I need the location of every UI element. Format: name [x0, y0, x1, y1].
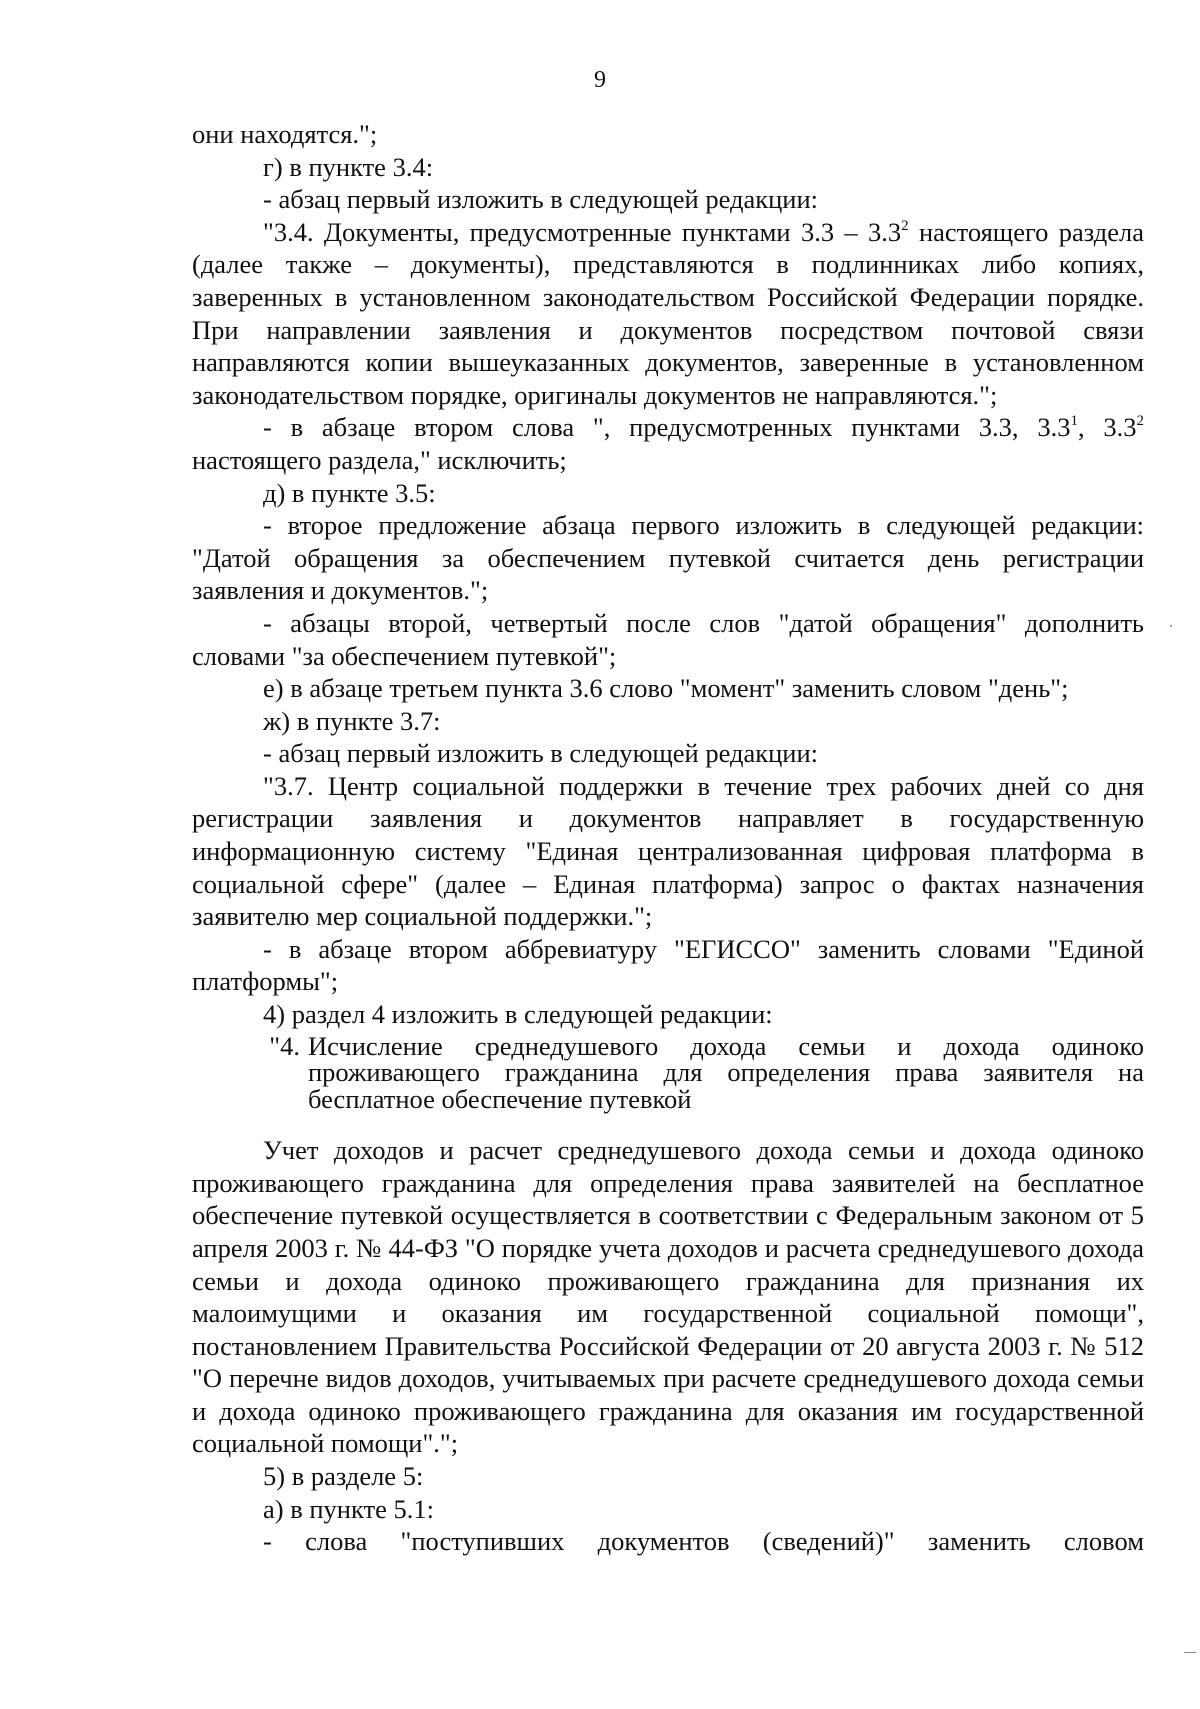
item-d-sentence: - второе предложение абзаца первого изложить в следующей редакции: "Датой обращения за обеспечением путевкой считается день регистрации заявления и документов."; [192, 510, 1144, 606]
clause-3-7-text: "3.7. Центр социальной поддержки в течение трех рабочих дней со дня регистрации заявления и документов направляет в государственную информационную систему "Единая централизованная цифровая платформа в социальной сфере" (далее – Единая платформа) запрос о фактах назначения заявителю мер социальной поддержки."; [192, 770, 1144, 932]
item-5a: а) в пункте 5.1: [263, 1493, 434, 1524]
clause-3-4-part-a: "3.4. Документы, предусмотренные пунктами 3.3 – 3.3 [263, 216, 902, 247]
item-d-paragraphs: - абзацы второй, четвертый после слов "датой обращения" дополнить словами "за обеспечением путевкой"; [192, 607, 1144, 671]
item-4: 4) раздел 4 изложить в следующей редакции: [263, 999, 773, 1030]
instruction-part-c: настоящего раздела," исключить; [192, 444, 567, 475]
item-g: г) в пункте 3.4: [263, 151, 434, 182]
item-d: д) в пункте 3.5: [263, 477, 436, 508]
clause-3-4-text [192, 216, 1144, 412]
document-body [192, 118, 1144, 1558]
superscript: 1 [1070, 413, 1078, 430]
income-calculation-text: Учет доходов и расчет среднедушевого дохода семьи и дохода одиноко проживающего гражданина для определения права заявителей на бесплатное обеспечение путевкой осуществляется в соответствии с Федеральным законом от 5 апреля 2003 г. № 44-ФЗ "О порядке учета доходов и расчета среднедушевого дохода семьи и дохода одиноко проживающего гражданина для признания их малоимущими и оказания им государственной социальной помощи", постановлением Правительства Российской Федерации от 20 августа 2003 г. № 512 "О перечне видов доходов, учитываемых при расчете среднедушевого дохода семьи и дохода одиноко проживающего гражданина для оказания им государственной социальной помощи"."; [192, 1135, 1144, 1459]
paragraph-continuation: они находятся."; [192, 119, 378, 149]
section-4-heading-text: Исчисление среднедушевого дохода семьи и дохода одиноко проживающего гражданина для определения права заявителя на бесплатное обеспечение путевкой [308, 1030, 1144, 1114]
section-4-heading-number: "4. [269, 1030, 300, 1061]
clause-3-4-part-b: настоящего раздела (далее также – документы), представляются в подлинниках либо копиях, заверенных в установленном законодательством Российской Федерации порядке. При направлении заявления и документов посредством почтовой связи направляются копии вышеуказанных документов, заверенные в установленном законодательством порядке, оригиналы документов не направляются."; [192, 216, 1144, 410]
item-5a-instruction: - слова "поступивших документов (сведений)" заменить словом [263, 1526, 1144, 1557]
superscript: 2 [1136, 413, 1144, 430]
scan-edge-mark [1184, 1652, 1196, 1653]
item-zh: ж) в пункте 3.7: [263, 705, 441, 736]
instruction-first-paragraph: - абзац первый изложить в следующей редакции: [263, 184, 819, 215]
scan-speck [1170, 625, 1172, 627]
superscript: 2 [901, 217, 909, 234]
instruction-part-b: , 3.3 [1077, 412, 1137, 443]
item-5: 5) в разделе 5: [263, 1461, 424, 1492]
instruction-second-paragraph [192, 411, 1144, 476]
egisso-replacement: - в абзаце втором аббревиатуру "ЕГИССО" заменить словами "Единой платформы"; [192, 933, 1144, 997]
item-e: е) в абзаце третьем пункта 3.6 слово "момент" заменить словом "день"; [263, 673, 1069, 704]
page-number: 9 [594, 67, 606, 93]
item-zh-instruction: - абзац первый изложить в следующей редакции: [263, 738, 819, 769]
section-4-heading [192, 1030, 1144, 1114]
instruction-part-a: - в абзаце втором слова ", предусмотренных пунктами 3.3, 3.3 [263, 412, 1071, 443]
